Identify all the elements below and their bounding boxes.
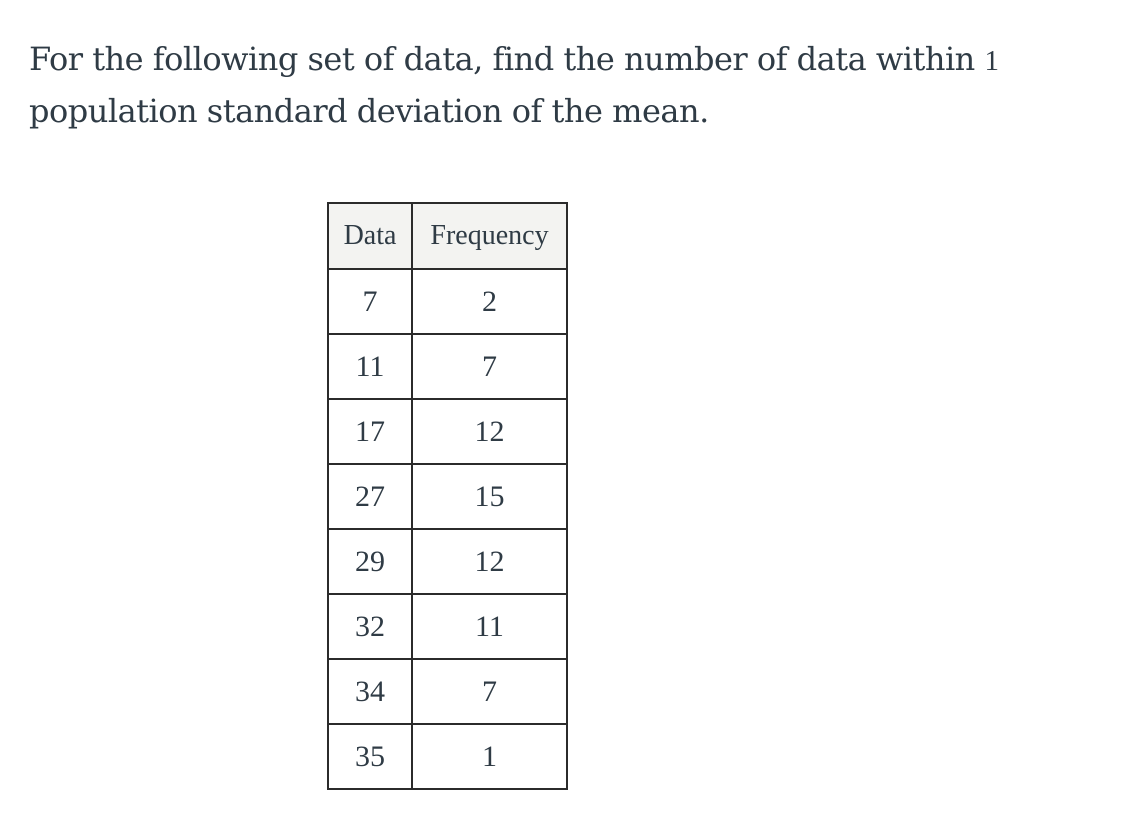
data-cell: 34 [328,659,412,724]
data-cell: 32 [328,594,412,659]
question-line-1-text: For the following set of data, find the number of data within [29,40,985,78]
question-line-1 [29,34,1109,86]
frequency-cell: 2 [412,269,567,334]
frequency-cell: 7 [412,334,567,399]
frequency-cell: 7 [412,659,567,724]
table-row [328,659,567,724]
header-data: Data [328,203,412,269]
frequency-cell: 12 [412,529,567,594]
table-row [328,269,567,334]
header-frequency: Frequency [412,203,567,269]
table-row [328,464,567,529]
data-cell: 7 [328,269,412,334]
data-cell: 11 [328,334,412,399]
data-cell: 29 [328,529,412,594]
frequency-cell: 15 [412,464,567,529]
frequency-cell: 1 [412,724,567,789]
table-row [328,724,567,789]
question-text [29,34,1109,136]
table-row [328,399,567,464]
frequency-cell: 11 [412,594,567,659]
frequency-table [327,202,568,790]
data-cell: 17 [328,399,412,464]
frequency-cell: 12 [412,399,567,464]
question-line-2: population standard deviation of the mean. [29,92,709,130]
table-row [328,594,567,659]
data-cell: 35 [328,724,412,789]
table-header-row [328,203,567,269]
data-cell: 27 [328,464,412,529]
table-row [328,334,567,399]
table-row [328,529,567,594]
question-standard-deviation-count: 1 [984,45,999,77]
